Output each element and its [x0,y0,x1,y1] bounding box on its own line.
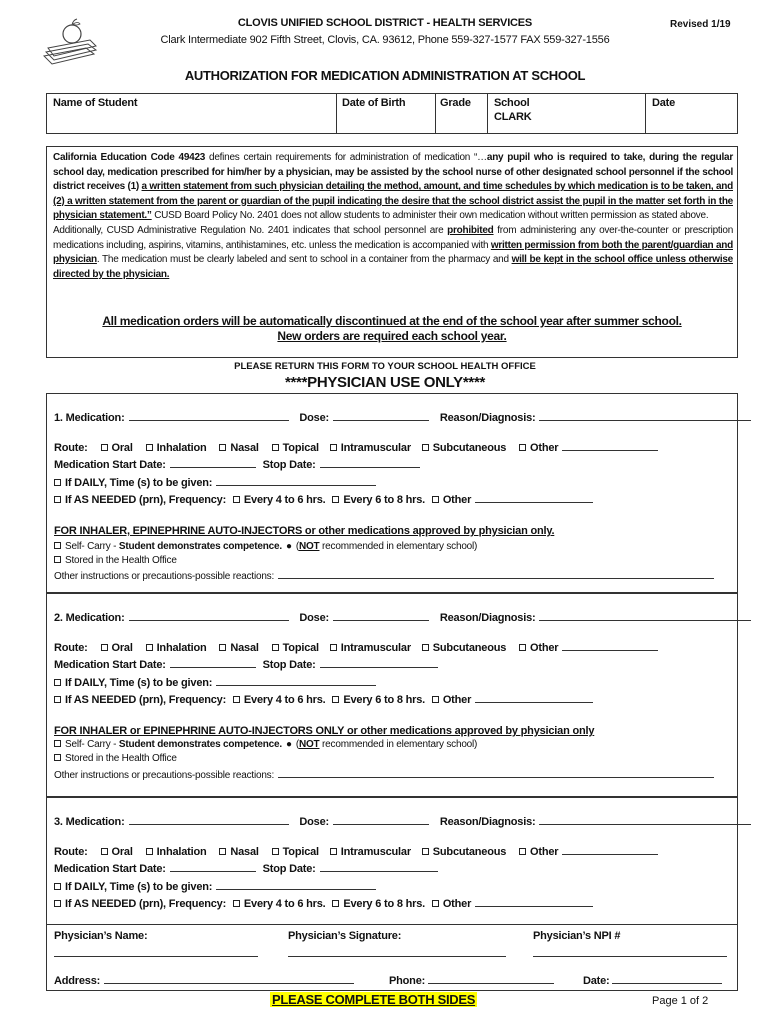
district-address: Clark Intermediate 902 Fifth Street, Clovis, CA. 93612, Phone 559-327-1577 FAX 559-327-1556 [160,34,610,46]
prn-2-line: If AS NEEDED (prn), Frequency: Every 4 to 6 hrs. Every 6 to 8 hrs. Other [54,693,597,706]
school-value: CLARK [494,111,532,123]
date-of-birth-field[interactable]: Date of Birth [342,97,406,109]
prn-1-checkbox[interactable] [54,496,61,503]
route-nasal-2-checkbox[interactable] [219,644,226,651]
complete-both-sides-notice: PLEASE COMPLETE BOTH SIDES [272,992,476,1007]
medication-3-input[interactable] [129,815,289,825]
route-other-3-checkbox[interactable] [519,848,526,855]
physician-npi-label: Physician’s NPI # [533,930,621,942]
route-intramuscular-2-checkbox[interactable] [330,644,337,651]
daily-1-checkbox[interactable] [54,479,61,486]
other-instr-1-input[interactable] [278,569,714,579]
route-other-1-input[interactable] [562,441,658,451]
medication-1-line: 1. Medication: Dose: Reason/Diagnosis: [54,411,755,424]
freq-other-1-checkbox[interactable] [432,496,439,503]
every-6-8-1-checkbox[interactable] [332,496,339,503]
route-other-2-checkbox[interactable] [519,644,526,651]
every-4-6-1-checkbox[interactable] [233,496,240,503]
freq-other-2-input[interactable] [475,693,593,703]
date-line: Date: [583,974,722,987]
medication-1-input[interactable] [129,411,289,421]
every-4-6-3-checkbox[interactable] [233,900,240,907]
reason-3-input[interactable] [539,815,751,825]
route-inhalation-3-checkbox[interactable] [146,848,153,855]
prn-3-checkbox[interactable] [54,900,61,907]
freq-other-2-checkbox[interactable] [432,696,439,703]
stored-1-line: Stored in the Health Office [54,555,181,566]
route-other-2-input[interactable] [562,641,658,651]
phone-input[interactable] [428,974,554,984]
route-topical-2-checkbox[interactable] [272,644,279,651]
route-topical-1-checkbox[interactable] [272,444,279,451]
dates-3-line: Medication Start Date: Stop Date: [54,862,442,875]
start-date-2-input[interactable] [170,658,256,668]
address-input[interactable] [104,974,354,984]
route-nasal-1-checkbox[interactable] [219,444,226,451]
return-note: PLEASE RETURN THIS FORM TO YOUR SCHOOL HEALTH OFFICE [234,361,536,372]
dose-1-input[interactable] [333,411,429,421]
discontinue-notice: All medication orders will be automatically discontinued at the end of the school year after summer school. [102,314,682,328]
daily-2-line: If DAILY, Time (s) to be given: [54,676,380,689]
student-info-table [46,93,738,134]
policy-box [46,146,738,358]
freq-other-3-checkbox[interactable] [432,900,439,907]
inhaler-2-heading: FOR INHALER or EPINEPHRINE AUTO-INJECTORS ONLY or other medications approved by physician only [54,725,595,737]
medication-2-line: 2. Medication: Dose: Reason/Diagnosis: [54,611,755,624]
daily-3-line: If DAILY, Time (s) to be given: [54,880,380,893]
stored-2-checkbox[interactable] [54,754,61,761]
start-date-1-input[interactable] [170,458,256,468]
route-oral-3-checkbox[interactable] [101,848,108,855]
other-instr-2-input[interactable] [278,768,714,778]
daily-time-1-input[interactable] [216,476,376,486]
route-nasal-3-checkbox[interactable] [219,848,226,855]
self-carry-2-checkbox[interactable] [54,740,61,747]
self-carry-2-line: Self- Carry - Student demonstrates competence. ● (NOT recommended in elementary school) [54,739,481,750]
other-instr-1-line: Other instructions or precautions-possible reactions: [54,569,718,582]
physician-name-input[interactable] [54,956,258,957]
daily-3-checkbox[interactable] [54,883,61,890]
daily-2-checkbox[interactable] [54,679,61,686]
route-inhalation-1-checkbox[interactable] [146,444,153,451]
address-line: Address: [54,974,358,987]
dose-2-input[interactable] [333,611,429,621]
route-1-line: Route: Oral Inhalation Nasal Topical Intramuscular Subcutaneous Other [54,441,662,454]
education-code: California Education Code 49423 [53,152,206,163]
freq-other-3-input[interactable] [475,897,593,907]
policy-text: California Education Code 49423 defines certain requirements for administration of medication “…any pupil who is required to take, during the regular school day, medication prescribed for him/her by a physician, may be assisted by the school nurse of other designated school personnel if the school district receives (1) a written statement from such physician detailing the method, amount, and time schedules by which medication is to be taken, and (2) a written statement from the parent or guardian of the pupil indicating the desire that the school district assist the pupil in the matter set forth in the physician statement.” CUSD Board Policy No. 2401 does not allow students to administer their own medication without written permission as stated above. Additionally, CUSD Administrative Regulation No. 2401 indicates that school personnel are prohibited from administering any over-the-counter or prescription medications including, aspirins, vitamins, antihistamines, etc. unless the medication is accompanied with written permission from both the parent/guardian and physician. The medication must be clearly labeled and sent to school in a container from the pharmacy and will be kept in the school office unless otherwise directed by the physician. [53,152,734,280]
every-6-8-3-checkbox[interactable] [332,900,339,907]
phone-line: Phone: [389,974,554,987]
physician-heading: ****PHYSICIAN USE ONLY**** [284,374,486,391]
stored-2-line: Stored in the Health Office [54,753,181,764]
revised-date: Revised 1/19 [670,19,731,30]
route-subcutaneous-1-checkbox[interactable] [422,444,429,451]
daily-time-3-input[interactable] [216,880,376,890]
route-other-1-checkbox[interactable] [519,444,526,451]
medication-2-input[interactable] [129,611,289,621]
dose-3-input[interactable] [333,815,429,825]
medication-3-line: 3. Medication: Dose: Reason/Diagnosis: [54,815,755,828]
start-date-3-input[interactable] [170,862,256,872]
prn-3-line: If AS NEEDED (prn), Frequency: Every 4 to 6 hrs. Every 6 to 8 hrs. Other [54,897,597,910]
physician-signature-label: Physician’s Signature: [288,930,402,942]
self-carry-1-checkbox[interactable] [54,542,61,549]
route-2-line: Route: Oral Inhalation Nasal Topical Intramuscular Subcutaneous Other [54,641,662,654]
route-3-line: Route: Oral Inhalation Nasal Topical Intramuscular Subcutaneous Other [54,845,662,858]
stop-date-2-input[interactable] [320,658,438,668]
physician-date-input[interactable] [612,974,722,984]
daily-1-line: If DAILY, Time (s) to be given: [54,476,380,489]
route-subcutaneous-3-checkbox[interactable] [422,848,429,855]
route-intramuscular-1-checkbox[interactable] [330,444,337,451]
route-oral-2-checkbox[interactable] [101,644,108,651]
dates-1-line: Medication Start Date: Stop Date: [54,458,424,471]
freq-other-1-input[interactable] [475,493,593,503]
prn-2-checkbox[interactable] [54,696,61,703]
stop-date-1-input[interactable] [320,458,420,468]
physician-divider [46,924,738,925]
other-instr-2-line: Other instructions or precautions-possible reactions: [54,768,718,781]
new-orders-notice: New orders are required each school year. [277,329,507,343]
grade-field[interactable]: Grade [440,97,471,109]
every-6-8-2-checkbox[interactable] [332,696,339,703]
dates-2-line: Medication Start Date: Stop Date: [54,658,442,671]
prohibited-text: prohibited [447,224,494,236]
physician-npi-input[interactable] [533,956,727,957]
reason-1-input[interactable] [539,411,751,421]
route-inhalation-2-checkbox[interactable] [146,644,153,651]
physician-name-label: Physician’s Name: [54,930,148,942]
prn-1-line: If AS NEEDED (prn), Frequency: Every 4 to 6 hrs. Every 6 to 8 hrs. Other [54,493,597,506]
daily-time-2-input[interactable] [216,676,376,686]
page-number: Page 1 of 2 [652,995,709,1007]
date-field[interactable]: Date [652,97,676,109]
reason-2-input[interactable] [539,611,751,621]
school-label: School [494,97,530,109]
route-oral-1-checkbox[interactable] [101,444,108,451]
physician-signature-input[interactable] [288,956,506,957]
self-carry-1-line: Self- Carry - Student demonstrates competence. ● (NOT recommended in elementary school) [54,541,481,552]
every-4-6-2-checkbox[interactable] [233,696,240,703]
route-topical-3-checkbox[interactable] [272,848,279,855]
student-name-field[interactable]: Name of Student [53,97,138,109]
form-title: AUTHORIZATION FOR MEDICATION ADMINISTRATION AT SCHOOL [184,68,586,83]
inhaler-1-heading: FOR INHALER, EPINEPHRINE AUTO-INJECTORS or other medications approved by physician only. [54,525,555,537]
stop-date-3-input[interactable] [320,862,438,872]
stored-1-checkbox[interactable] [54,556,61,563]
route-subcutaneous-2-checkbox[interactable] [422,644,429,651]
route-other-3-input[interactable] [562,845,658,855]
district-title: CLOVIS UNIFIED SCHOOL DISTRICT - HEALTH SERVICES [237,17,533,29]
route-intramuscular-3-checkbox[interactable] [330,848,337,855]
